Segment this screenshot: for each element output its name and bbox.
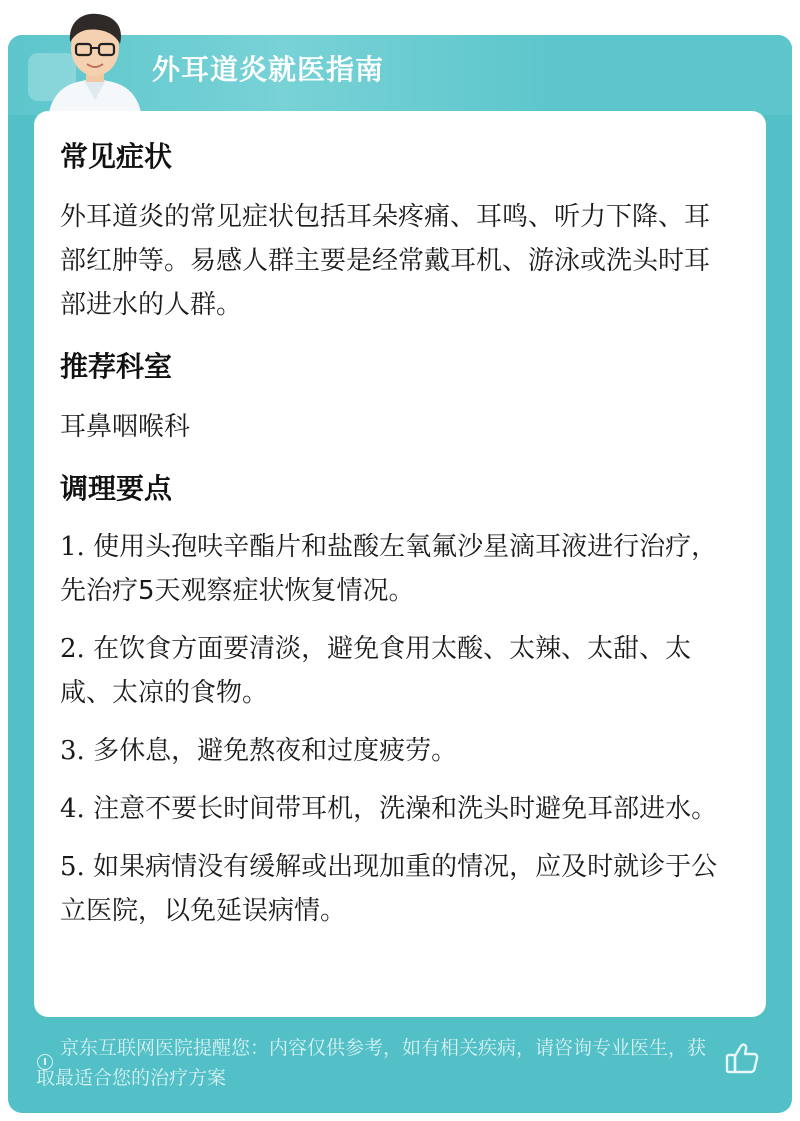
care-item-text: 在饮食方面要清淡，避免食用太酸、太辣、太甜、太咸、太凉的食物。 xyxy=(60,634,692,708)
care-item-number: 1. xyxy=(60,532,85,562)
department-text: 耳鼻咽喉科 xyxy=(60,412,191,442)
footer-text: 京东互联网医院提醒您：内容仅供参考，如有相关疾病，请咨询专业医生，获取最适合您的治疗方案 xyxy=(36,1037,707,1089)
content-body xyxy=(60,135,730,933)
care-heading: 调理要点 xyxy=(60,472,173,505)
care-item-text: 注意不要长时间带耳机，洗澡和洗头时避免耳部进水。 xyxy=(93,794,718,824)
footer-disclaimer xyxy=(36,1033,716,1093)
care-item-text: 使用头孢呋辛酯片和盐酸左氧氟沙星滴耳液进行治疗，先治疗5天观察症状恢复情况。 xyxy=(60,532,718,606)
care-item-number: 5. xyxy=(60,852,85,882)
care-item-text: 如果病情没有缓解或出现加重的情况，应及时就诊于公立医院，以免延误病情。 xyxy=(60,852,718,926)
care-item-number: 2. xyxy=(60,634,85,664)
thumbs-up-icon[interactable] xyxy=(724,1040,760,1076)
care-item-2 xyxy=(60,627,730,715)
department-heading: 推荐科室 xyxy=(60,350,173,383)
doctor-avatar xyxy=(40,8,150,118)
care-item-3 xyxy=(60,729,730,773)
page-title: 外耳道炎就医指南 xyxy=(152,53,385,86)
content-card xyxy=(34,111,766,1017)
care-item-5 xyxy=(60,845,730,933)
care-item-number: 4. xyxy=(60,794,85,824)
symptoms-text: 外耳道炎的常见症状包括耳朵疼痛、耳鸣、听力下降、耳部红肿等。易感人群主要是经常戴耳机、游泳或洗头时耳部进水的人群。 xyxy=(60,202,711,320)
care-item-1 xyxy=(60,525,730,613)
care-item-number: 3. xyxy=(60,736,85,766)
care-item-4 xyxy=(60,787,730,831)
symptoms-heading: 常见症状 xyxy=(60,140,173,173)
care-item-text: 多休息，避免熬夜和过度疲劳。 xyxy=(93,736,458,766)
